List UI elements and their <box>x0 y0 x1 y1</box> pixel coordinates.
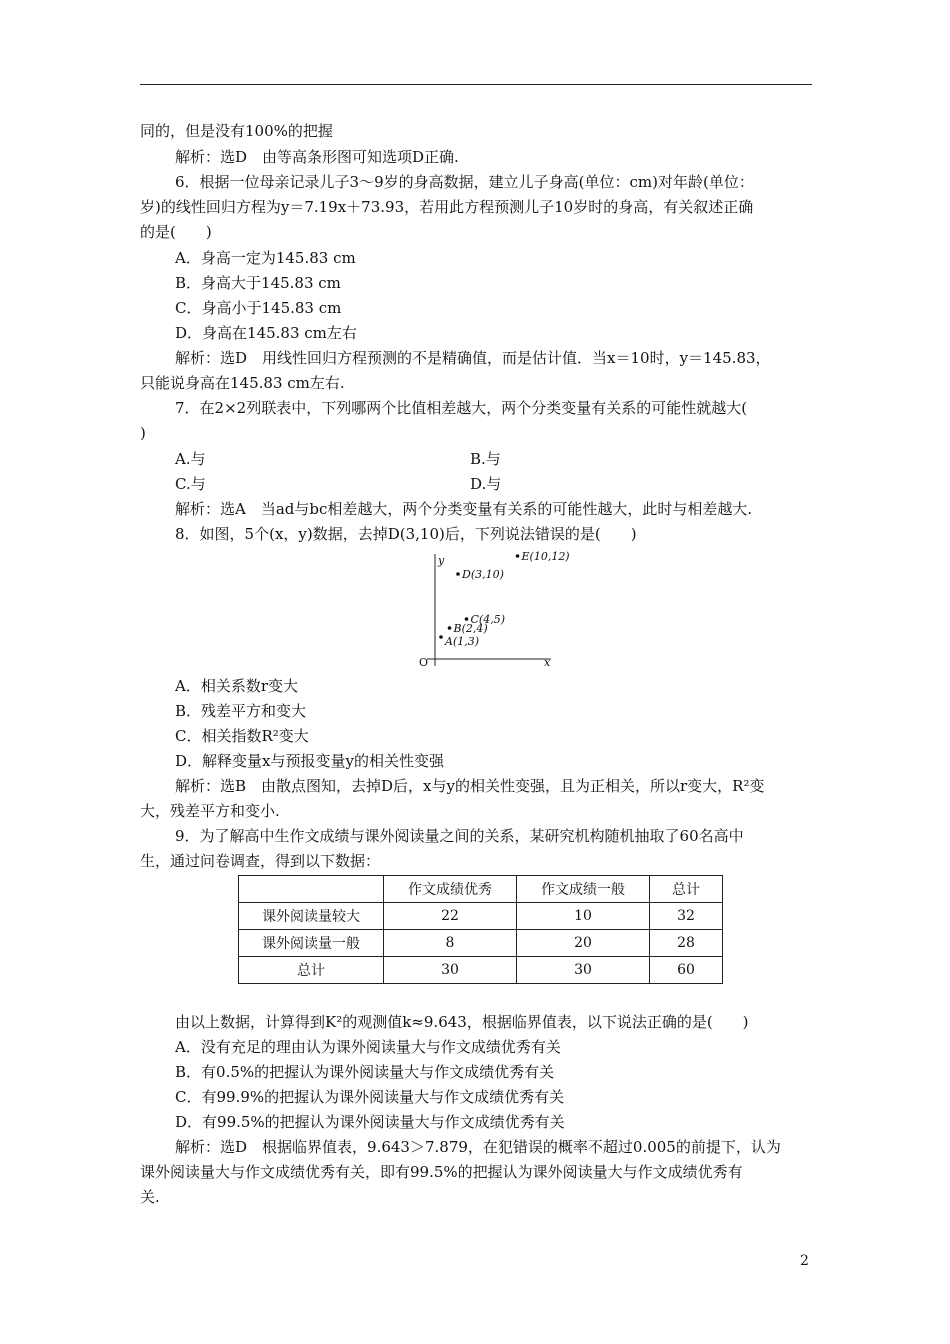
point-label: C(4,5) <box>470 613 505 626</box>
table-cell: 22 <box>384 903 517 930</box>
table-cell: 60 <box>650 957 723 984</box>
q8-solution-2: 大，残差平方和变小. <box>140 802 280 820</box>
point-d <box>456 572 460 576</box>
point-a <box>439 635 443 639</box>
table-header: 作文成绩优秀 <box>384 876 517 903</box>
table-cell: 总计 <box>239 957 384 984</box>
q8-option-d: D．解释变量x与预报变量y的相关性变强 <box>175 752 444 770</box>
x-axis-label: x <box>544 656 551 669</box>
point-label: B(2,4) <box>453 622 488 635</box>
q8-solution-1: 解析：选B 由散点图知，去掉D后，x与y的相关性变强，且为正相关，所以r变大，R²变 <box>175 777 765 795</box>
origin-label: O <box>419 656 429 669</box>
table-cell: 课外阅读量较大 <box>239 903 384 930</box>
q6-option-d: D．身高在145.83 cm左右 <box>175 324 357 342</box>
scatter-plot <box>415 548 570 670</box>
header-rule <box>140 84 812 85</box>
q6-option-a: A．身高一定为145.83 cm <box>175 249 356 267</box>
table-cell: 30 <box>384 957 517 984</box>
table-cell: 32 <box>650 903 723 930</box>
q8-stem: 8．如图，5个(x，y)数据，去掉D(3,10)后，下列说法错误的是( ) <box>175 525 637 543</box>
q7-option-a: A.与 <box>175 450 206 468</box>
table-row <box>239 903 723 930</box>
q9-stem-2: 生，通过问卷调查，得到以下数据： <box>140 852 381 870</box>
q9-option-c: C．有99.9%的把握认为课外阅读量大与作文成绩优秀有关 <box>175 1088 565 1106</box>
q6-solution-1: 解析：选D 用线性回归方程预测的不是精确值，而是估计值．当x＝10时，y＝145.83， <box>175 349 771 367</box>
point-label: A(1,3) <box>445 635 480 648</box>
q7-stem-2: ) <box>140 424 146 442</box>
q9-stem-1: 9．为了解高中生作文成绩与课外阅读量之间的关系，某研究机构随机抽取了60名高中 <box>175 827 744 845</box>
q9-stem-3: 由以上数据，计算得到K²的观测值k≈9.643，根据临界值表，以下说法正确的是( ) <box>175 1013 749 1031</box>
table-cell: 8 <box>384 930 517 957</box>
q6-option-c: C．身高小于145.83 cm <box>175 299 342 317</box>
q9-option-b: B．有0.5%的把握认为课外阅读量大与作文成绩优秀有关 <box>175 1063 555 1081</box>
table-row <box>239 930 723 957</box>
q9-option-d: D．有99.5%的把握认为课外阅读量大与作文成绩优秀有关 <box>175 1113 565 1131</box>
point-e <box>516 554 520 558</box>
q9-solution-3: 关. <box>140 1188 160 1206</box>
q7-solution: 解析：选A 当ad与bc相差越大，两个分类变量有关系的可能性越大，此时与相差越大. <box>175 500 753 518</box>
q7-option-c: C.与 <box>175 475 206 493</box>
q8-option-a: A．相关系数r变大 <box>175 677 299 695</box>
q7-stem-1: 7．在2×2列联表中，下列哪两个比值相差越大，两个分类变量有关系的可能性就越大( <box>175 399 748 417</box>
q6-option-b: B．身高大于145.83 cm <box>175 274 341 292</box>
table-header-row <box>239 876 723 903</box>
q6-solution-2: 只能说身高在145.83 cm左右. <box>140 374 345 392</box>
q9-solution-1: 解析：选D 根据临界值表，9.643＞7.879，在犯错误的概率不超过0.005的前提下，认为 <box>175 1138 781 1156</box>
table-cell: 20 <box>517 930 650 957</box>
page-number: 2 <box>800 1253 809 1269</box>
table-row <box>239 957 723 984</box>
table-cell: 28 <box>650 930 723 957</box>
point-label: E(10,12) <box>521 550 570 563</box>
point-label: D(3,10) <box>462 568 504 581</box>
data-table <box>238 875 723 984</box>
table-header: 作文成绩一般 <box>517 876 650 903</box>
q6-stem-3: 的是( ) <box>140 223 212 241</box>
y-axis-label: y <box>438 554 445 567</box>
q8-option-c: C．相关指数R²变大 <box>175 727 309 745</box>
table-cell: 10 <box>517 903 650 930</box>
table-header <box>239 876 384 903</box>
q6-stem-2: 岁)的线性回归方程为y＝7.19x＋73.93，若用此方程预测儿子10岁时的身高，有关叙述正确 <box>140 198 754 216</box>
table-header: 总计 <box>650 876 723 903</box>
table-cell: 课外阅读量一般 <box>239 930 384 957</box>
point-b <box>448 626 452 630</box>
point-c <box>465 617 469 621</box>
q6-stem-1: 6．根据一位母亲记录儿子3～9岁的身高数据，建立儿子身高(单位：cm)对年龄(单位： <box>175 173 754 191</box>
q8-option-b: B．残差平方和变大 <box>175 702 307 720</box>
q7-option-d: D.与 <box>470 475 502 493</box>
q9-option-a: A．没有充足的理由认为课外阅读量大与作文成绩优秀有关 <box>175 1038 561 1056</box>
table-cell: 30 <box>517 957 650 984</box>
text-line: 同的，但是没有100%的把握 <box>140 122 333 140</box>
solution-5: 解析：选D 由等高条形图可知选项D正确. <box>175 148 459 166</box>
q9-solution-2: 课外阅读量大与作文成绩优秀有关，即有99.5%的把握认为课外阅读量大与作文成绩优秀有 <box>140 1163 743 1181</box>
q7-option-b: B.与 <box>470 450 501 468</box>
